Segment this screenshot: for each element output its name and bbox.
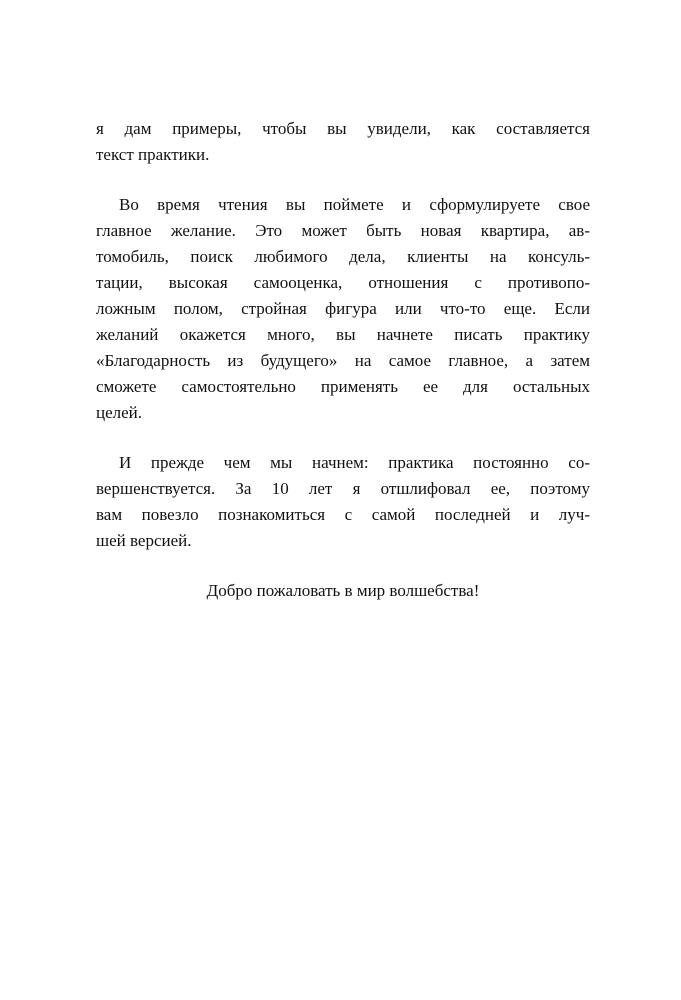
text-line: вам повезло познакомиться с самой последней и луч- bbox=[96, 505, 590, 524]
text-line: И прежде чем мы начнем: практика постоянно со- bbox=[119, 453, 590, 472]
text-line: «Благодарность из будущего» на самое главное, а затем bbox=[96, 351, 590, 370]
paragraph-1 bbox=[96, 116, 590, 168]
text-line: главное желание. Это может быть новая квартира, ав- bbox=[96, 221, 590, 240]
text-line: шей версией. bbox=[96, 531, 192, 550]
text-line: ложным полом, стройная фигура или что-то еще. Если bbox=[96, 299, 590, 318]
text-line: вершенствуется. За 10 лет я отшлифовал ее, поэтому bbox=[96, 479, 590, 498]
paragraph-3 bbox=[96, 450, 590, 554]
closing-line bbox=[96, 578, 590, 604]
text-line: Во время чтения вы поймете и сформулируете свое bbox=[119, 195, 590, 214]
text-line: сможете самостоятельно применять ее для остальных bbox=[96, 377, 590, 396]
paragraph-2 bbox=[96, 192, 590, 426]
text-line: желаний окажется много, вы начнете писать практику bbox=[96, 325, 590, 344]
text-line: я дам примеры, чтобы вы увидели, как составляется bbox=[96, 119, 590, 138]
text-line: томобиль, поиск любимого дела, клиенты на консуль- bbox=[96, 247, 590, 266]
book-page bbox=[96, 116, 590, 628]
closing-text: Добро пожаловать в мир волшебства! bbox=[206, 581, 480, 600]
text-line: текст практики. bbox=[96, 145, 210, 164]
text-line: целей. bbox=[96, 403, 143, 422]
text-line: тации, высокая самооценка, отношения с противопо- bbox=[96, 273, 590, 292]
